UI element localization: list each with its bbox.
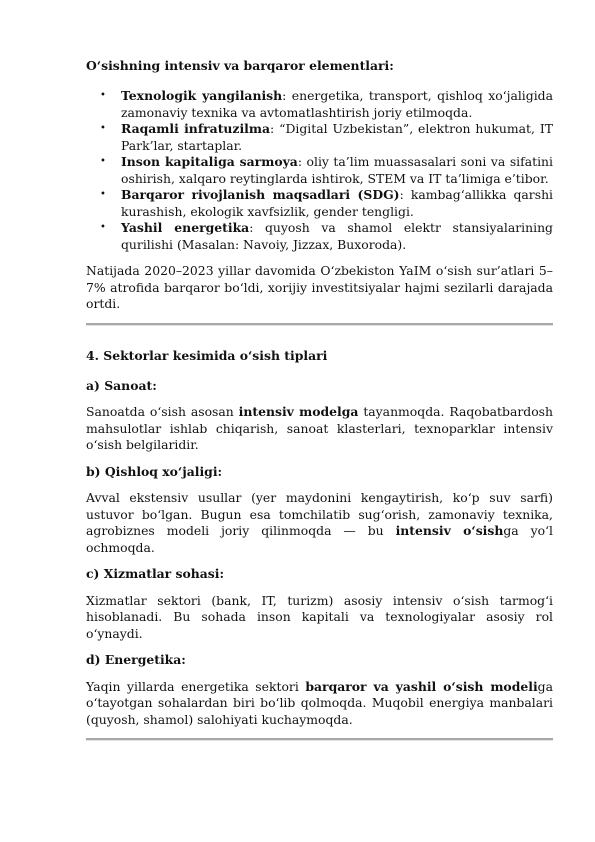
horizontal-divider <box>86 738 553 741</box>
bold-run: intensiv modelga <box>238 404 359 419</box>
item-text: : oliy ta’lim muassasalari soni va sifatini oshirish, xalqaro reytinglarda ishtirok, STEM va IT ta’limiga e’tibor. <box>121 154 553 186</box>
item-label: Inson kapitaliga sarmoya <box>121 154 298 169</box>
subheading-services: c) Xizmatlar sohasi: <box>86 566 225 581</box>
text-run: tayanmoqda. Raqobatbardosh mahsulotlar ishlab chiqarish, sanoat klasterlari, texnoparklar intensiv o‘sish belgilaridir. <box>86 404 553 452</box>
paragraph-energy <box>86 679 553 729</box>
item-label: Texnologik yangilanish <box>121 88 283 103</box>
item-text: : kambag‘allikka qarshi kurashish, ekologik xavfsizlik, gender tengligi. <box>121 187 554 219</box>
section-heading-sectors: 4. Sektorlar kesimida o‘sish tiplari <box>86 347 328 363</box>
subheading-energy: d) Energetika: <box>86 652 186 667</box>
text-run: ga yo‘l ochmoqda. <box>86 523 553 555</box>
list-item <box>86 154 553 187</box>
subheading-agriculture: b) Qishloq xo‘jaligi: <box>86 463 223 479</box>
spacer <box>86 326 553 348</box>
list-item <box>86 88 553 121</box>
paragraph-services: Xizmatlar sektori (bank, IT, turizm) asosiy intensiv o‘sish tarmog‘i hisoblanadi. Bu sohada inson kapitali va texnologiyalar asosiy rol o‘ynaydi. <box>86 592 553 641</box>
text-run: Yaqin yillarda energetika sektori <box>86 678 306 694</box>
bold-run: intensiv o‘sish <box>395 523 504 538</box>
subheading-industry: a) Sanoat: <box>86 377 157 393</box>
text-run: ga o‘tayotgan sohalardan biri bo‘lib qolmoqda. Muqobil energiya manbalari (quyosh, shamol) salohiyati kuchaymoqda. <box>86 678 553 727</box>
text-run: Sanoatda o‘sish asosan <box>86 404 239 419</box>
conclusion-paragraph: Natijada 2020–2023 yillar davomida O‘zbekiston YaIM o‘sish sur’atlari 5–7% atrofida barqaror bo‘ldi, xorijiy investitsiyalar hajmi sezilarli darajada ortdi. <box>86 263 553 311</box>
document-content <box>86 58 553 741</box>
paragraph-industry <box>86 404 553 454</box>
item-text: : quyosh va shamol elektr stansiyalarining qurilishi (Masalan: Navoiy, Jizzax, Buxoroda). <box>121 220 553 252</box>
item-label: Yashil energetika <box>121 220 250 235</box>
item-text: : energetika, transport, qishloq xo‘jaligida zamonaviy texnika va avtomatlashtirish joriy etilmoqda. <box>121 88 553 120</box>
item-label: Raqamli infratuzilma <box>121 121 271 136</box>
list-item <box>86 187 553 220</box>
paragraph-agriculture <box>86 490 553 556</box>
list-item <box>86 121 553 154</box>
list-item <box>86 220 553 253</box>
item-label: Barqaror rivojlanish maqsadlari (SDG) <box>121 187 400 202</box>
item-text: : “Digital Uzbekistan”, elektron hukumat, IT Park’lar, startaplar. <box>121 121 553 153</box>
bold-run: barqaror va yashil o‘sish modeli <box>305 678 538 694</box>
section-heading-elements: O‘sishning intensiv va barqaror elementlari: <box>86 58 394 73</box>
text-run: Avval ekstensiv usullar (yer maydonini kengaytirish, ko‘p suv sarfi) ustuvor bo‘lgan. Bugun esa tomchilatib sug‘orish, zamonaviy texnika, agrobiznes modeli joriy qilinmoqda — bu <box>86 490 553 538</box>
elements-list <box>86 88 553 253</box>
